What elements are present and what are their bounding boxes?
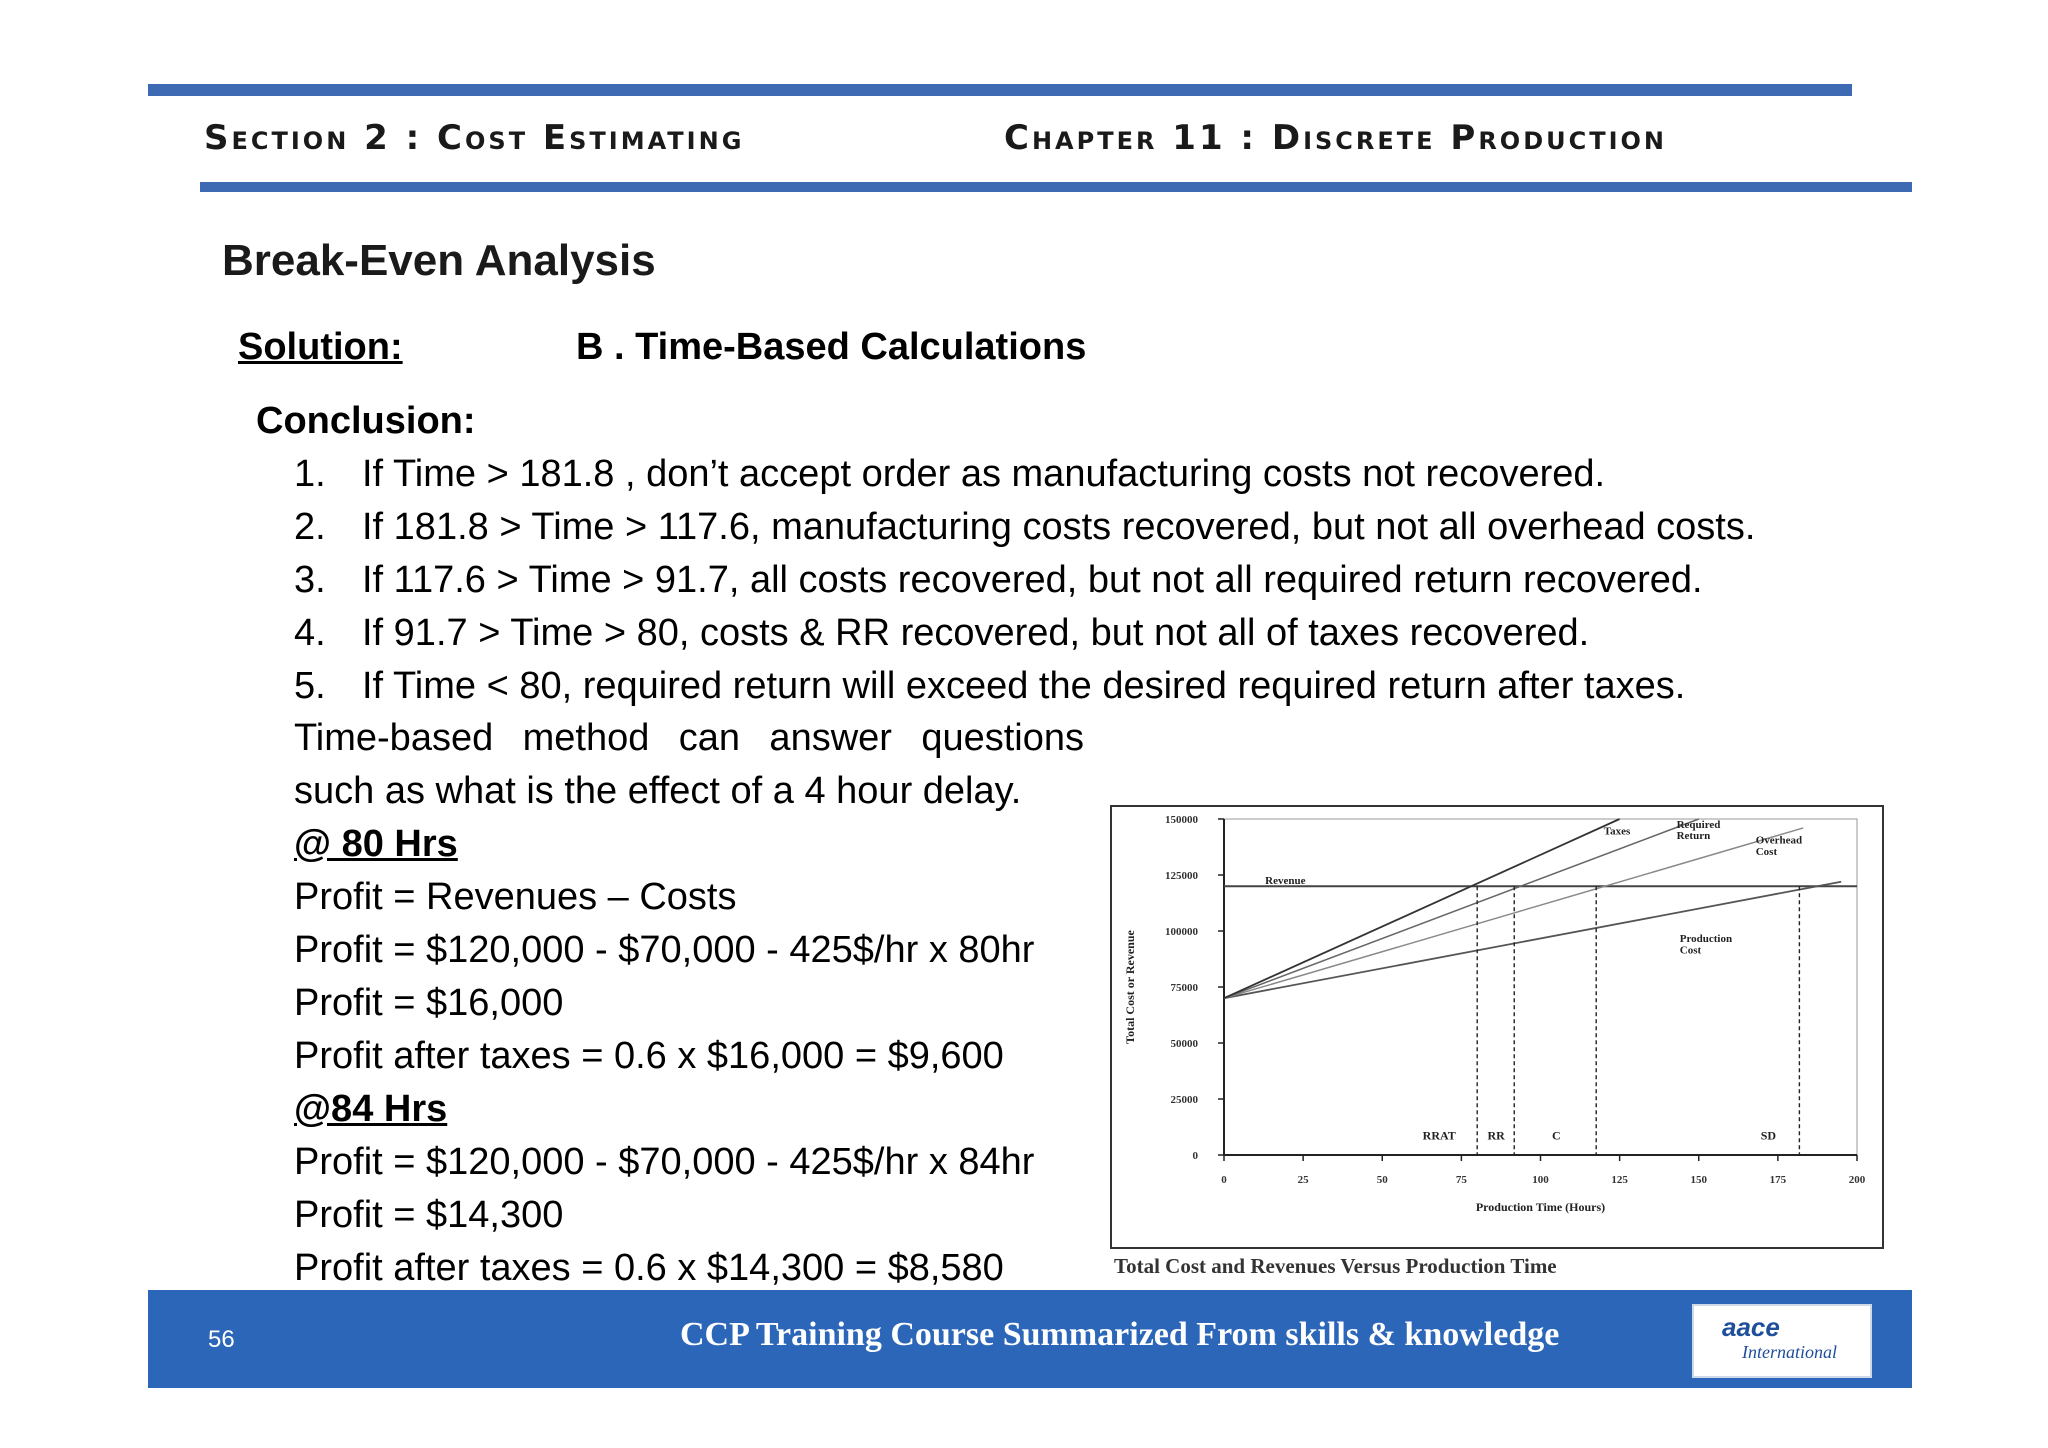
calc-line: Profit = $14,300 xyxy=(294,1194,564,1236)
heading-84-hrs: @84 Hrs xyxy=(294,1088,448,1130)
calc-line: Profit after taxes = 0.6 x $14,300 = $8,580 xyxy=(294,1247,1004,1289)
series-annotation: Production xyxy=(1679,933,1733,946)
y-tick-label: 125000 xyxy=(1165,870,1198,882)
list-item: 1. If Time > 181.8 , don’t accept order as manufacturing costs not recovered. xyxy=(294,453,1606,495)
calc-line: Profit = Revenues – Costs xyxy=(294,876,737,918)
list-item: 2. If 181.8 > Time > 117.6, manufacturing costs recovered, but not all overhead costs. xyxy=(294,506,1756,548)
conclusion-list xyxy=(294,448,1755,713)
plot-frame xyxy=(1224,819,1857,1155)
series-line-required-return xyxy=(1224,819,1699,998)
section-heading: Section 2 : Cost Estimating xyxy=(204,118,745,158)
y-tick-label: 150000 xyxy=(1165,814,1198,826)
list-item: 5. If Time < 80, required return will exceed the desired required return after taxes. xyxy=(294,665,1686,707)
x-tick-label: 100 xyxy=(1532,1174,1549,1186)
series-annotation: Overhead xyxy=(1755,834,1803,847)
page-title: Break-Even Analysis xyxy=(222,236,656,285)
series-annotation: Cost xyxy=(1755,845,1778,858)
x-tick-label: 150 xyxy=(1690,1174,1707,1186)
series-line-production-cost xyxy=(1224,882,1841,998)
logo-main-text: aace xyxy=(1722,1312,1780,1342)
x-tick-label: 125 xyxy=(1611,1174,1628,1186)
intro-line: Time-based method can answer questions xyxy=(294,717,1084,759)
series-annotation: Required xyxy=(1676,818,1721,831)
heading-80-hrs: @ 80 Hrs xyxy=(294,823,458,865)
logo-sub-text: International xyxy=(1742,1342,1837,1362)
marker-label: RR xyxy=(1487,1128,1505,1143)
intro-line: such as what is the effect of a 4 hour delay. xyxy=(294,770,1022,812)
list-item: 3. If 117.6 > Time > 91.7, all costs recovered, but not all required return recovered. xyxy=(294,559,1703,601)
page-number: 56 xyxy=(208,1326,235,1353)
x-tick-label: 0 xyxy=(1221,1174,1227,1186)
chart-caption: Total Cost and Revenues Versus Production Time xyxy=(1114,1254,1557,1278)
y-tick-label: 50000 xyxy=(1170,1038,1198,1050)
series-annotation: Return xyxy=(1676,830,1711,843)
footer-text: CCP Training Course Summarized From skills & knowledge xyxy=(680,1316,1560,1353)
x-tick-label: 50 xyxy=(1376,1174,1388,1186)
y-tick-label: 25000 xyxy=(1170,1094,1198,1106)
y-tick-label: 0 xyxy=(1192,1150,1198,1162)
body-text xyxy=(294,712,1094,1295)
marker-label: SD xyxy=(1760,1128,1777,1143)
conclusion-label: Conclusion: xyxy=(256,400,476,442)
series-line-taxes xyxy=(1224,819,1620,998)
x-axis-label: Production Time (Hours) xyxy=(1475,1200,1606,1214)
header-bottom-bar xyxy=(200,182,1912,192)
y-tick-label: 100000 xyxy=(1165,926,1198,938)
break-even-chart xyxy=(1110,805,1884,1249)
list-item: 4. If 91.7 > Time > 80, costs & RR recovered, but not all of taxes recovered. xyxy=(294,612,1590,654)
x-tick-label: 25 xyxy=(1297,1174,1309,1186)
y-tick-label: 75000 xyxy=(1170,982,1198,994)
series-annotation: Cost xyxy=(1679,944,1702,957)
subtitle: B . Time-Based Calculations xyxy=(576,326,1087,368)
y-axis-label: Total Cost or Revenue xyxy=(1123,930,1137,1044)
chart-svg xyxy=(1112,807,1882,1247)
x-tick-label: 75 xyxy=(1455,1174,1467,1186)
calc-line: Profit = $16,000 xyxy=(294,982,564,1024)
calc-line: Profit after taxes = 0.6 x $16,000 = $9,600 xyxy=(294,1035,1004,1077)
header-top-bar xyxy=(148,84,1852,96)
x-tick-label: 200 xyxy=(1848,1174,1866,1186)
aace-logo xyxy=(1692,1304,1872,1378)
series-annotation: Taxes xyxy=(1603,825,1631,838)
x-tick-label: 175 xyxy=(1769,1174,1787,1186)
marker-label: RRAT xyxy=(1422,1128,1456,1143)
calc-line: Profit = $120,000 - $70,000 - 425$/hr x 84hr xyxy=(294,1141,1035,1183)
solution-label: Solution: xyxy=(238,326,403,368)
calc-line: Profit = $120,000 - $70,000 - 425$/hr x 80hr xyxy=(294,929,1035,971)
marker-label: C xyxy=(1551,1128,1561,1143)
chapter-heading: Chapter 11 : Discrete Production xyxy=(1004,118,1668,158)
series-annotation: Revenue xyxy=(1265,874,1306,887)
